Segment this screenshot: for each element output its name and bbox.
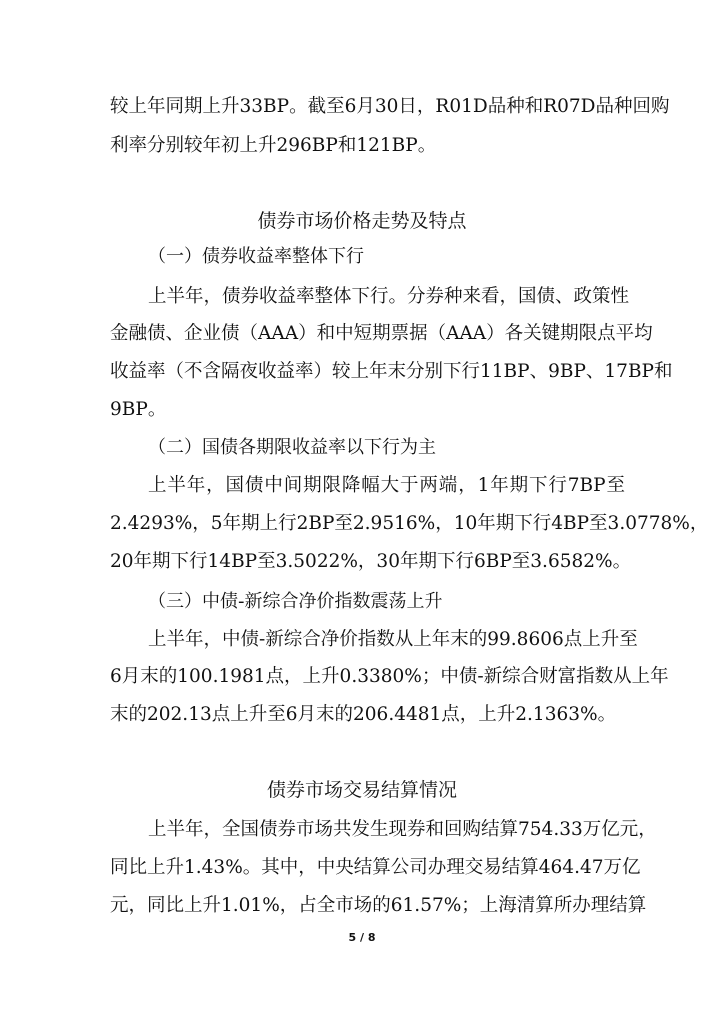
subheading-3: （三）中债-新综合净价指数震荡上升 — [148, 591, 443, 612]
page-number: 5 / 8 — [348, 931, 376, 944]
intro-line-1: 较上年同期上升33BP。截至6月30日，R01D品种和R07D品种回购 — [110, 96, 670, 117]
sub3-line-2: 6月末的100.1981点，上升0.3380%；中债-新综合财富指数从上年 — [110, 666, 669, 687]
intro-line-2: 利率分别较年初上升296BP和121BP。 — [110, 135, 437, 156]
sub2-line-1: 上半年，国债中间期限降幅大于两端，1年期下行7BP至 — [148, 475, 625, 496]
subheading-1: （一）债券收益率整体下行 — [148, 246, 364, 267]
sub2-line-2: 2.4293%，5年期上行2BP至2.9516%，10年期下行4BP至3.0778%， — [110, 513, 709, 534]
sub3-line-1: 上半年，中债-新综合净价指数从上年末的99.8606点上升至 — [148, 629, 638, 650]
sub1-line-3: 收益率（不含隔夜收益率）较上年末分别下行11BP、9BP、17BP和 — [110, 361, 673, 382]
sub2-line-3: 20年期下行14BP至3.5022%，30年期下行6BP至3.6582%。 — [110, 551, 632, 572]
section-heading-trade: 债券市场交易结算情况 — [266, 779, 457, 801]
trade-line-3: 元，同比上升1.01%，占全市场的61.57%；上海清算所办理结算 — [110, 895, 647, 916]
sub3-line-3: 末的202.13点上升至6月末的206.4481点，上升2.1363%。 — [110, 704, 617, 725]
sub1-line-1: 上半年，债券收益率整体下行。分券种来看，国债、政策性 — [148, 286, 630, 307]
subheading-2: （二）国债各期限收益率以下行为主 — [148, 437, 436, 458]
section-heading-price: 债券市场价格走势及特点 — [257, 210, 467, 232]
trade-line-2: 同比上升1.43%。其中，中央结算公司办理交易结算464.47万亿 — [110, 857, 641, 878]
trade-line-1: 上半年，全国债券市场共发生现券和回购结算754.33万亿元， — [148, 819, 657, 840]
sub1-line-2: 金融债、企业债（AAA）和中短期票据（AAA）各关键期限点平均 — [110, 323, 653, 344]
sub1-line-4: 9BP。 — [110, 399, 167, 420]
